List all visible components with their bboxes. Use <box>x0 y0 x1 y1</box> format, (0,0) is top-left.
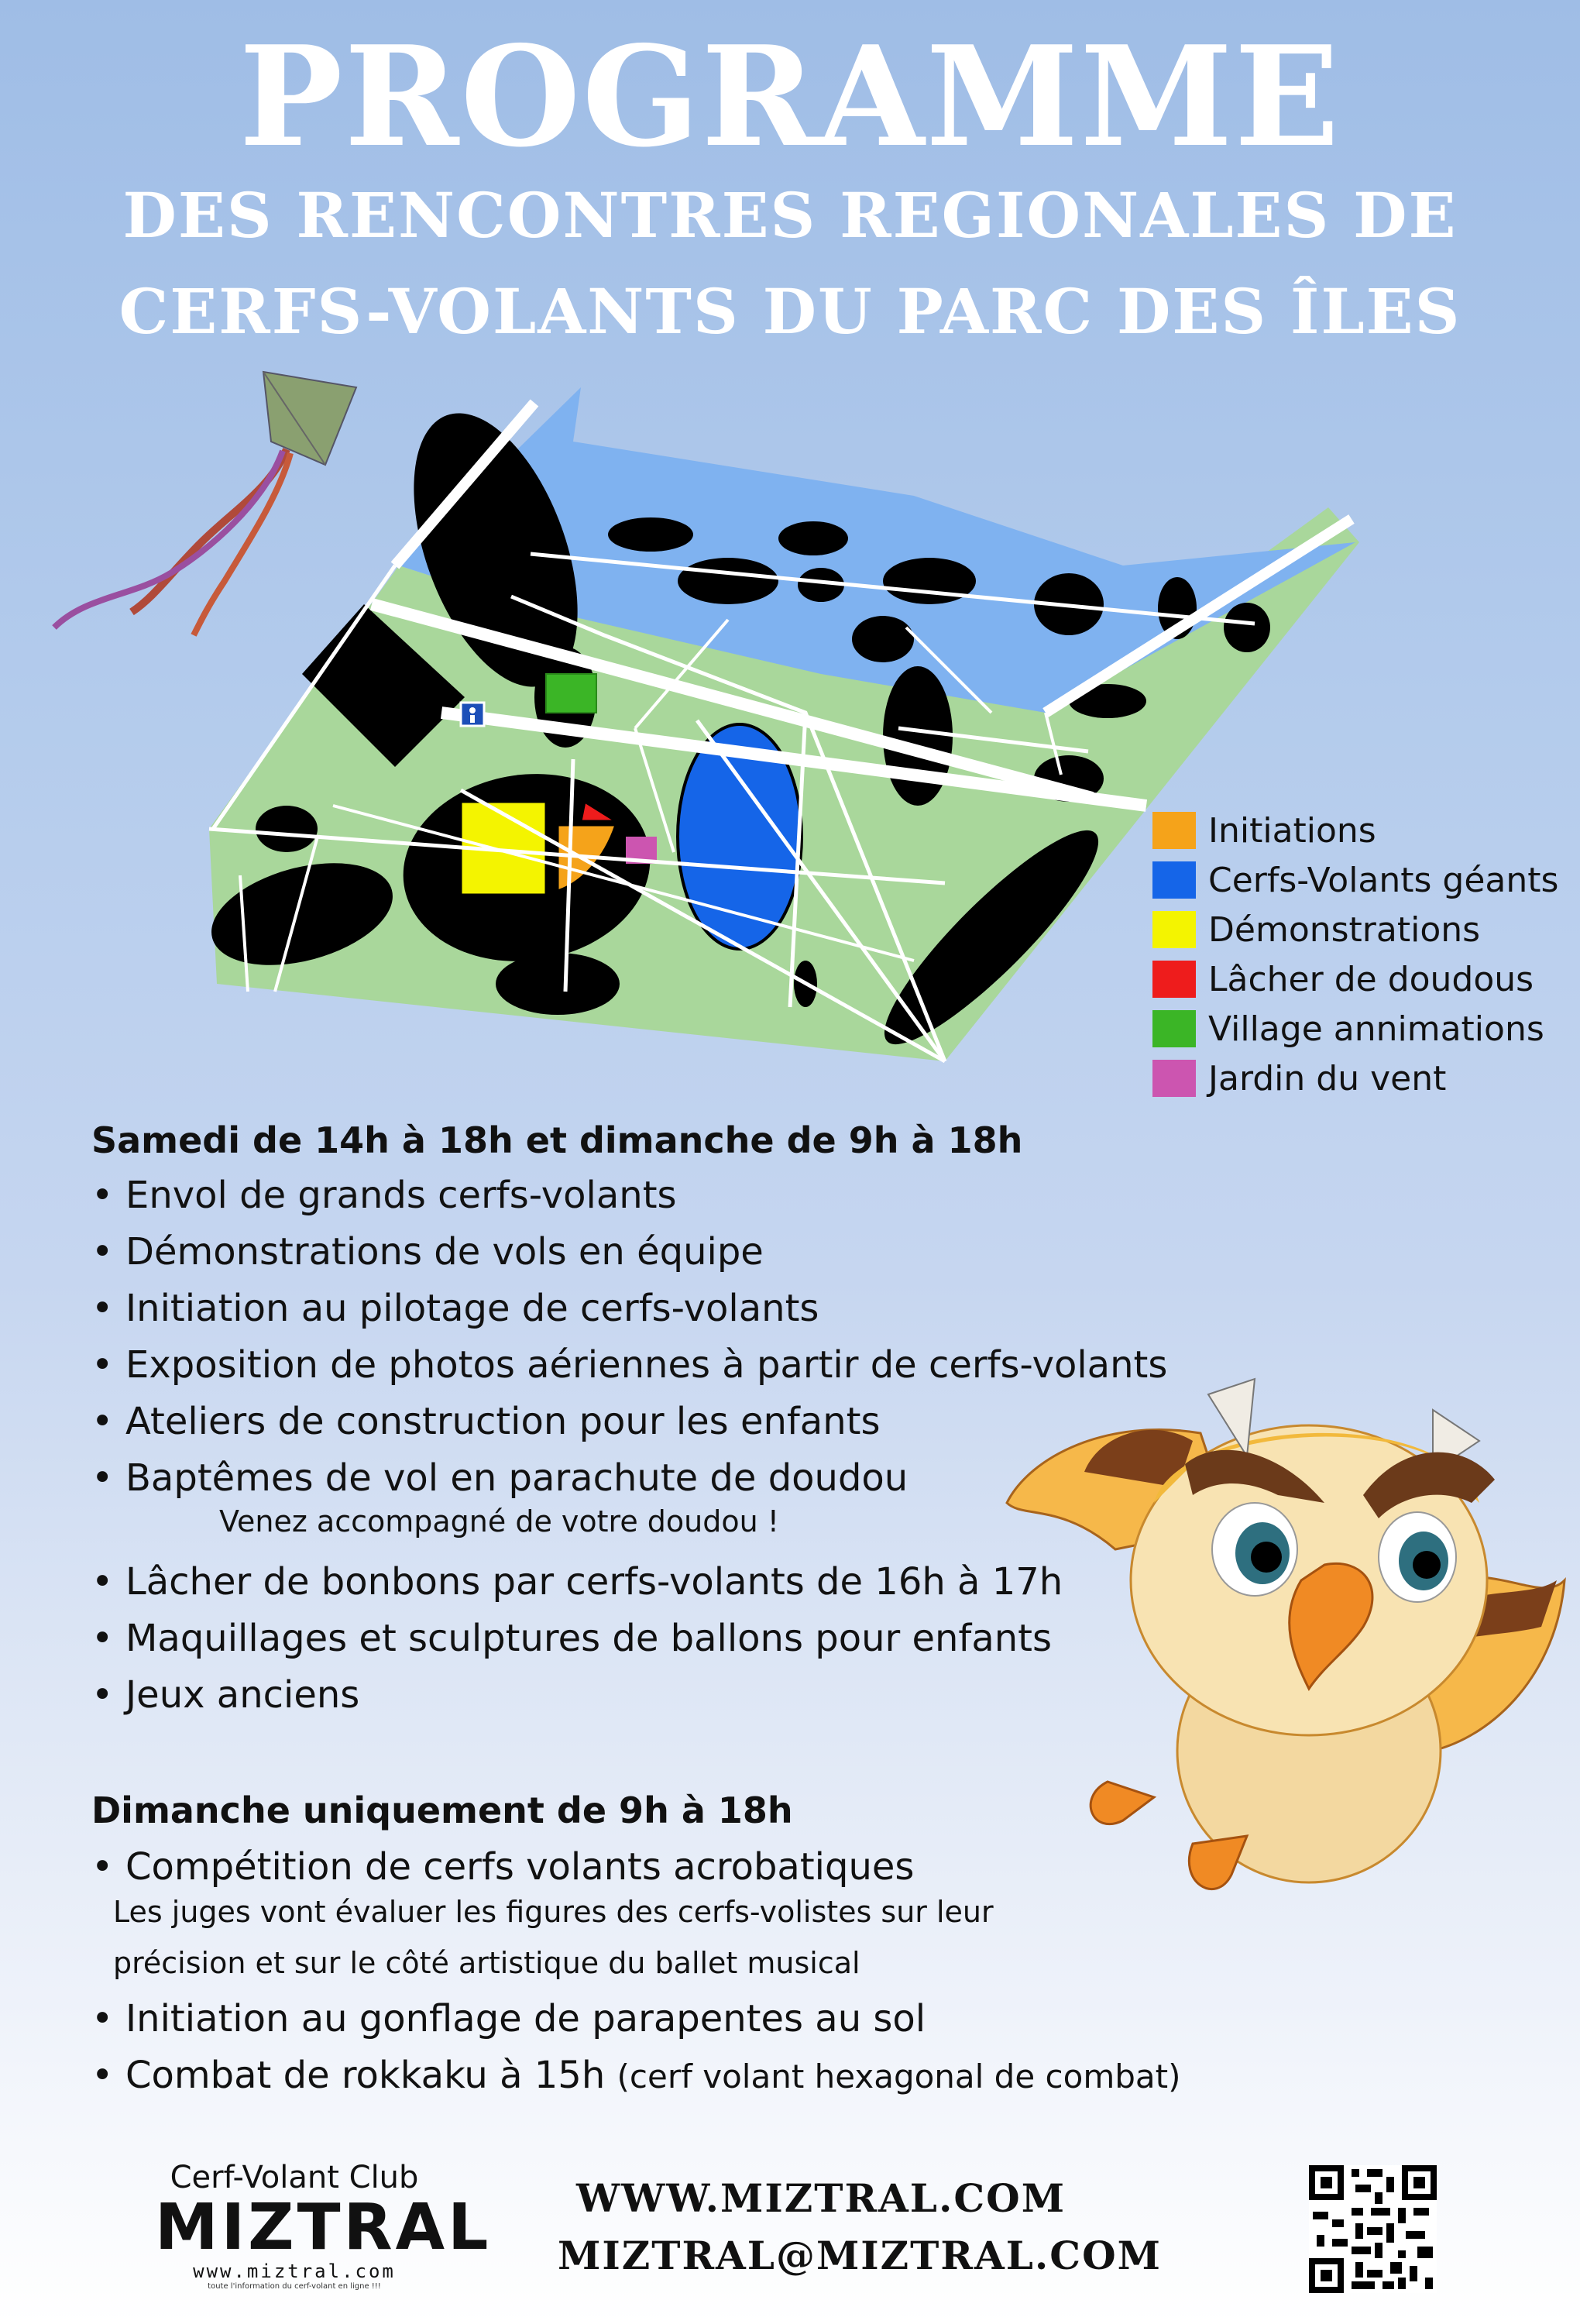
page-subtitle-line1: DES RENCONTRES REGIONALES DE <box>122 179 1458 252</box>
legend-item-village <box>1152 1004 1558 1054</box>
rokkaku-note: (cerf volant hexagonal de combat) <box>617 2058 1181 2095</box>
list-item: • Combat de rokkaku à 15h (cerf volant hexagonal de combat) <box>91 2054 1181 2097</box>
legend-item-initiations <box>1152 806 1558 855</box>
list-item: • Démonstrations de vols en équipe <box>91 1230 764 1274</box>
sunday-heading: Dimanche uniquement de 9h à 18h <box>91 1789 793 1831</box>
logo-wordmark: MIZTRAL <box>155 2191 492 2264</box>
legend-label: Initiations <box>1208 810 1376 851</box>
doudou-note: Venez accompagné de votre doudou ! <box>219 1504 780 1538</box>
logo-tagline: toute l'information du cerf-volant en ligne !!! <box>208 2282 381 2291</box>
legend-label: Démonstrations <box>1208 909 1481 950</box>
list-item: • Compétition de cerfs volants acrobatiques <box>91 1845 915 1889</box>
list-item: • Initiation au gonflage de parapentes au sol <box>91 1997 926 2040</box>
list-item: • Initiation au pilotage de cerfs-volants <box>91 1287 819 1330</box>
legend-item-demonstrations <box>1152 905 1558 954</box>
page-subtitle-line2: CERFS-VOLANTS DU PARC DES ÎLES <box>118 275 1462 348</box>
list-item: • Exposition de photos aériennes à partir de cerfs-volants <box>91 1343 1168 1387</box>
legend-label: Lâcher de doudous <box>1208 959 1534 999</box>
page-title: PROGRAMME <box>239 15 1341 177</box>
logo-url: www.miztral.com <box>193 2260 396 2282</box>
legend-item-giant-kites <box>1152 855 1558 905</box>
info-icon <box>461 703 484 726</box>
website-link[interactable]: WWW.MIZTRAL.COM <box>575 2175 1066 2221</box>
club-label: Cerf-Volant Club <box>170 2160 419 2195</box>
legend-label: Cerfs-Volants géants <box>1208 860 1559 900</box>
legend-label: Jardin du vent <box>1208 1058 1447 1098</box>
club-logo <box>155 2160 492 2291</box>
owl-kite-illustration <box>999 1348 1572 1921</box>
list-item: • Maquillages et sculptures de ballons pour enfants <box>91 1617 1052 1660</box>
list-item: • Lâcher de bonbons par cerfs-volants de 16h à 17h <box>91 1560 1063 1604</box>
legend-swatch-village <box>1152 1010 1196 1047</box>
qr-code[interactable] <box>1309 2165 1437 2293</box>
map-zone-village <box>546 674 596 713</box>
legend-item-doudous <box>1152 954 1558 1004</box>
legend-label: Village annimations <box>1208 1009 1544 1049</box>
weekend-heading: Samedi de 14h à 18h et dimanche de 9h à 18h <box>91 1119 1023 1161</box>
map-legend <box>1152 806 1558 1103</box>
list-item: • Envol de grands cerfs-volants <box>91 1174 677 1217</box>
legend-item-wind-garden <box>1152 1054 1558 1103</box>
list-item: • Ateliers de construction pour les enfants <box>91 1400 881 1443</box>
list-item: • Jeux anciens <box>91 1673 360 1717</box>
legend-swatch-initiations <box>1152 812 1196 849</box>
competition-note-line1: Les juges vont évaluer les figures des cerfs-volistes sur leur <box>113 1895 994 1929</box>
competition-note-line2: précision et sur le côté artistique du ballet musical <box>113 1946 860 1980</box>
list-item: • Baptêmes de vol en parachute de doudou <box>91 1456 908 1500</box>
legend-swatch-demonstrations <box>1152 911 1196 948</box>
legend-swatch-wind-garden <box>1152 1060 1196 1097</box>
legend-swatch-doudous <box>1152 961 1196 998</box>
email-link[interactable]: MIZTRAL@MIZTRAL.COM <box>558 2233 1162 2278</box>
legend-swatch-giant-kites <box>1152 861 1196 899</box>
